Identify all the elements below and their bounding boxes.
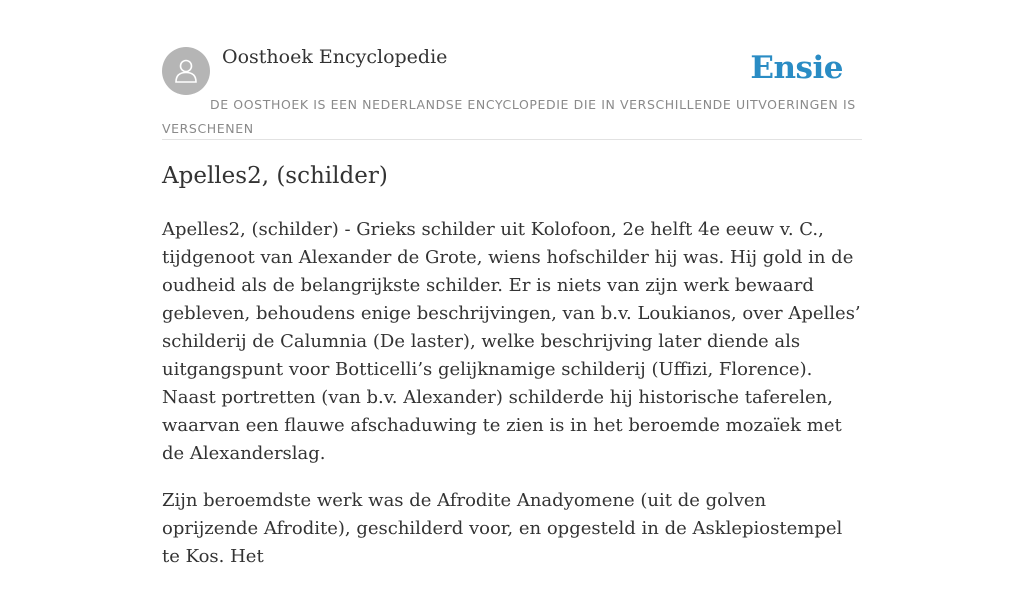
article-title: Apelles2, (schilder) [162,163,388,189]
site-name-link[interactable]: Oosthoek Encyclopedie [222,46,448,68]
user-silhouette-icon-graphic [171,56,201,86]
ensie-logo[interactable]: Ensie [750,50,843,86]
article-paragraph: Zijn beroemdste werk was de Afrodite Anadyomene (uit de golven oprijzende Afrodite), geschilderd voor, en opgesteld in de Asklepiostempel te Kos. Het [162,490,843,567]
header-divider [162,139,862,140]
user-silhouette-icon[interactable] [162,47,210,95]
site-tagline: DE OOSTHOEK IS EEN NEDERLANDSE ENCYCLOPEDIE DIE IN VERSCHILLENDE UITVOERINGEN IS VERSCHENEN [162,97,856,136]
article-paragraph: Apelles2, (schilder) - Grieks schilder uit Kolofoon, 2e helft 4e eeuw v. C., tijdgenoot van Alexander de Grote, wiens hofschilder hij was. Hij gold in de oudheid als de belangrijkste schilder. Er is niets van zijn werk bewaard gebleven, behoudens enige beschrijvingen, van b.v. Loukianos, over Apelles’ schilderij de Calumnia (De laster), welke beschrijving later diende als uitgangspunt voor Botticelli’s gelijknamige schilderij (Uffizi, Florence). Naast portretten (van b.v. Alexander) schilderde hij historische taferelen, waarvan een flauwe afschaduwing te zien is in het beroemde mozaïek met de Alexanderslag. [162,219,861,464]
article-body [162,216,862,590]
